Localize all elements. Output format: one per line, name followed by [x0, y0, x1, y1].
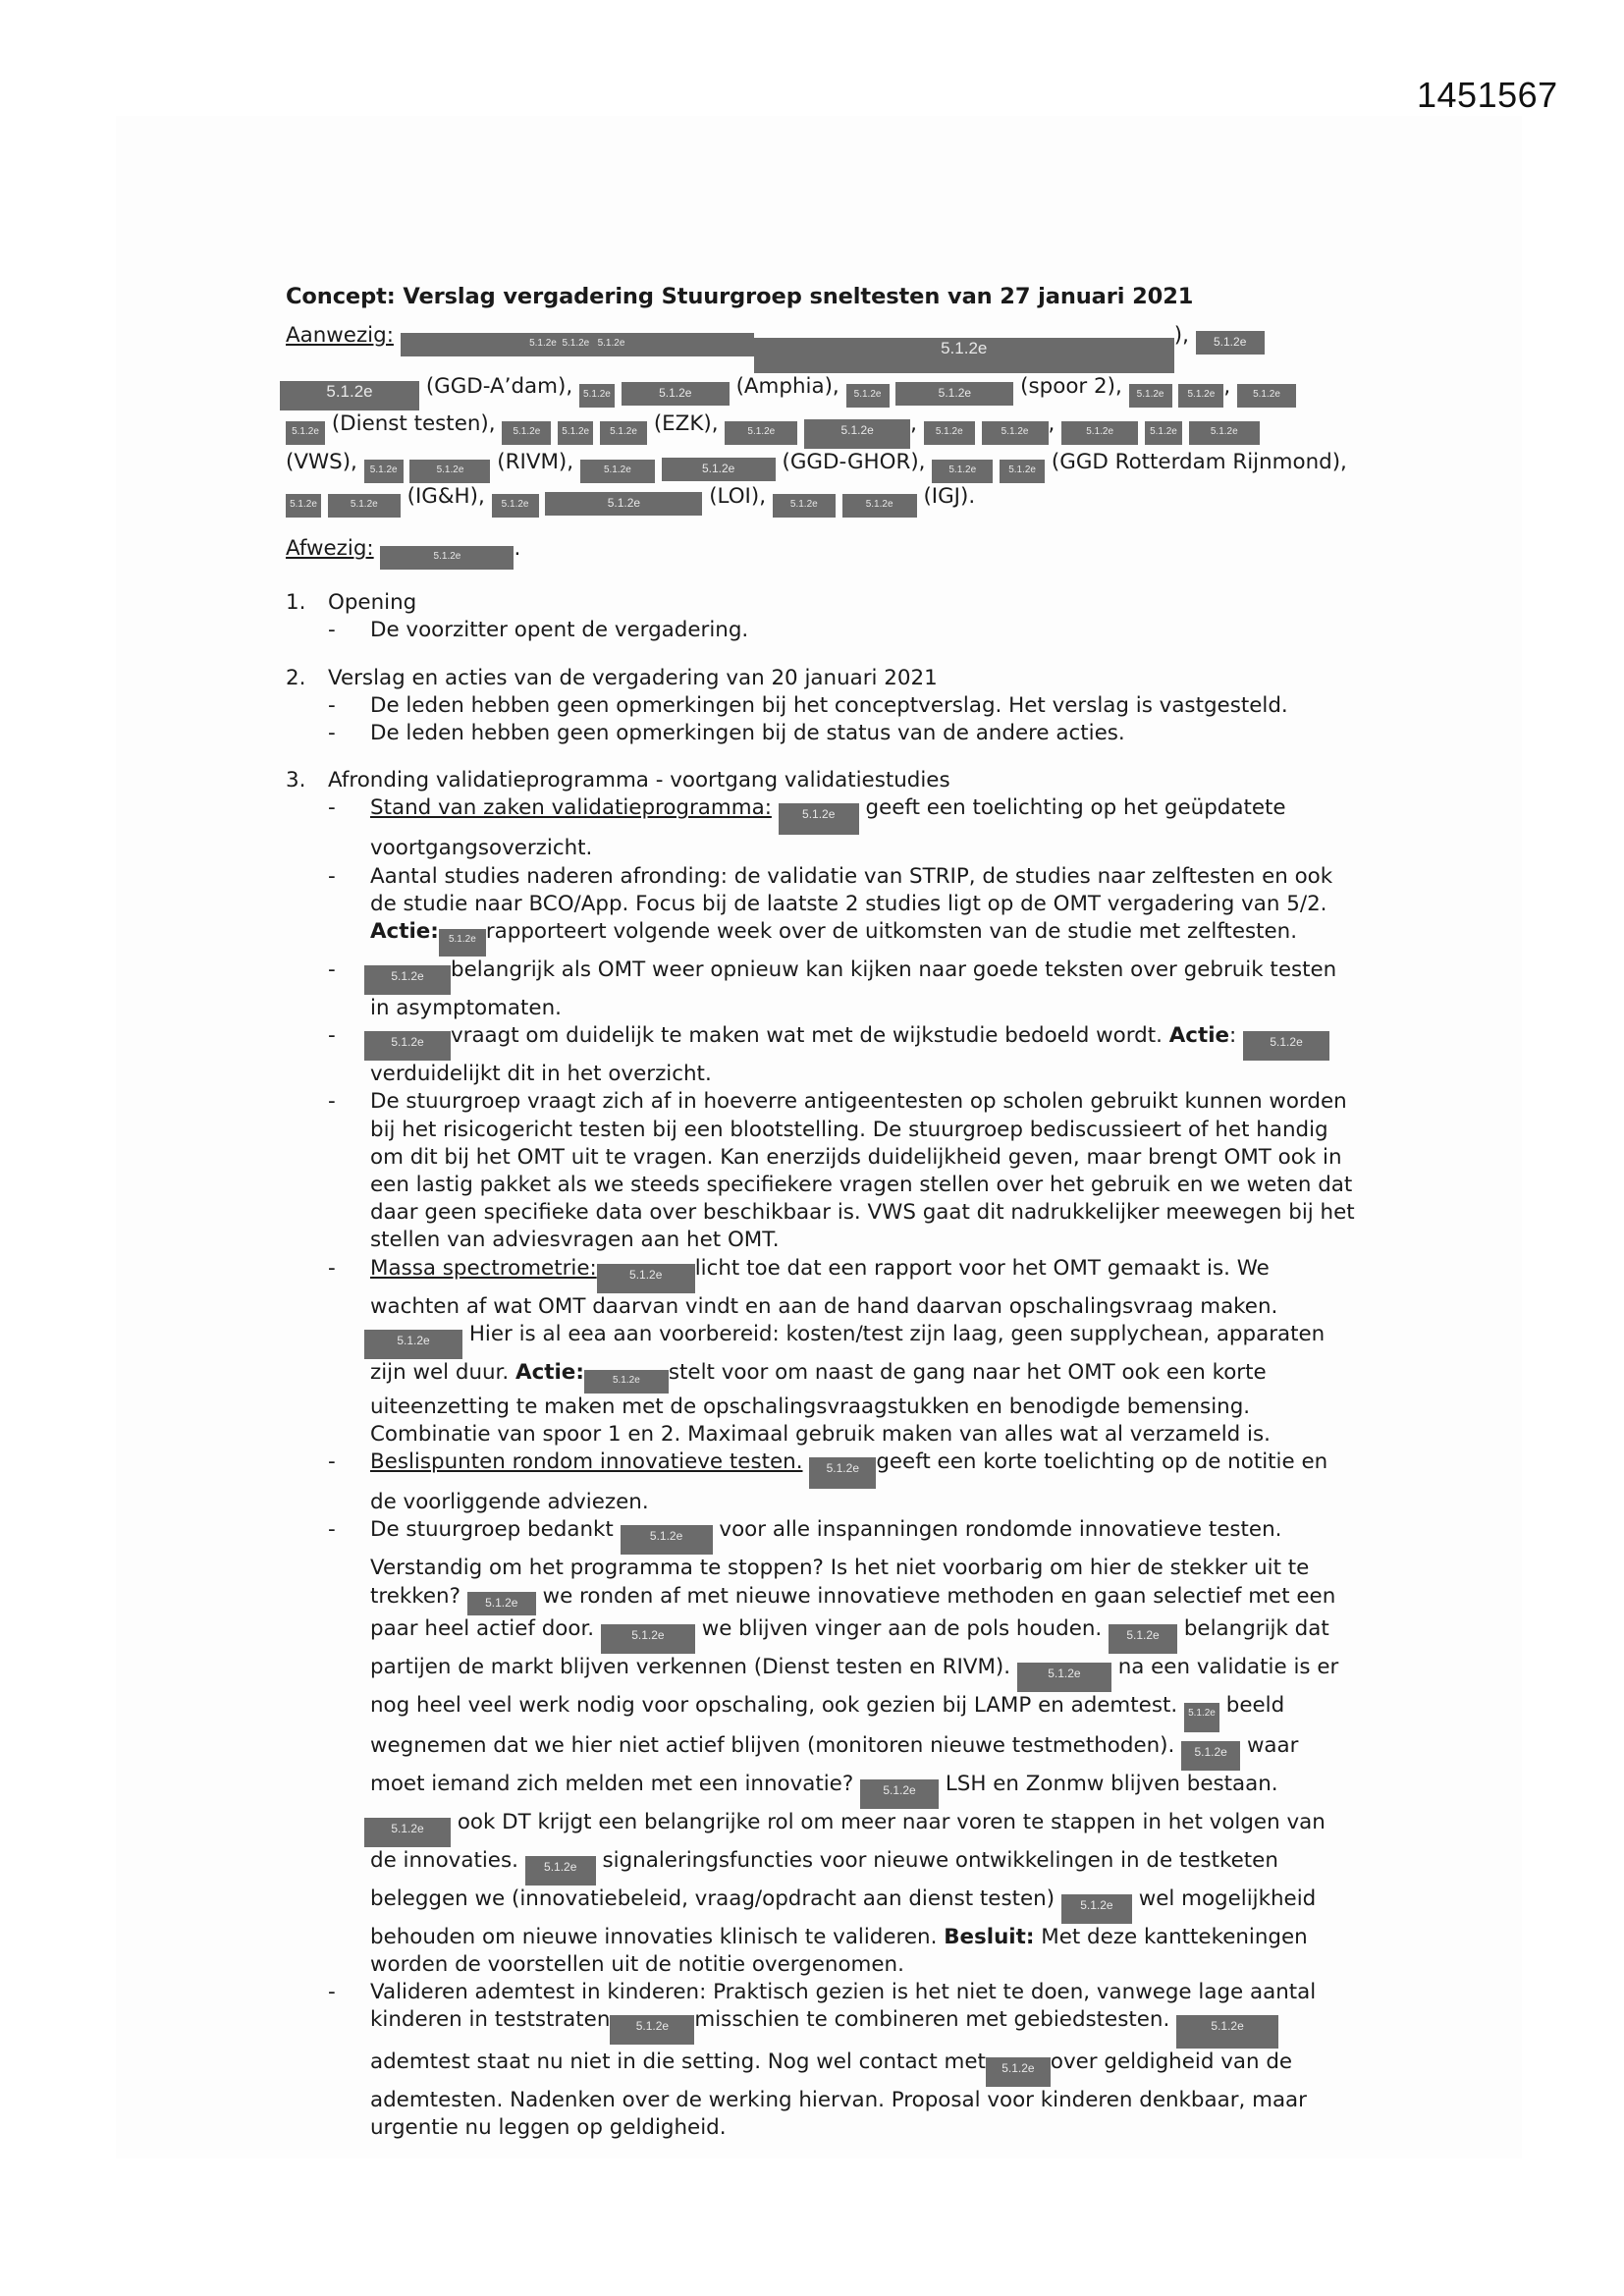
redaction-box: 5.1.2e — [804, 419, 910, 449]
redaction-box: 5.1.2e — [364, 965, 451, 995]
redaction-box: 5.1.2e — [545, 492, 702, 516]
redaction-box: 5.1.2e — [492, 494, 539, 518]
redaction-box: 5.1.2e — [467, 1592, 536, 1615]
meeting-minutes — [286, 283, 1356, 2143]
redaction-box: 5.1.2e — [754, 338, 1174, 373]
agenda-item-2: 2. Verslag en acties van de vergadering van 20 januari 2021 — [286, 665, 1356, 692]
redaction-box: 5.1.2e — [286, 421, 325, 445]
redaction-box: 5.1.2e — [1181, 1741, 1240, 1771]
redaction-box: 5.1.2e — [846, 384, 890, 408]
redaction-box: 5.1.2e — [600, 421, 647, 445]
redaction-box: 5.1.2e — [579, 384, 615, 408]
agenda-heading: Afronding validatieprogramma - voortgang validatiestudies — [328, 768, 950, 793]
redaction-box: 5.1.2e — [809, 1457, 876, 1489]
redaction-box: 5.1.2e — [286, 494, 321, 518]
redaction-box: 5.1.2e — [558, 421, 593, 445]
attendees-present: Aanwezig: 5.1.2e 5.1.2e 5.1.2e 5.1.2e), 5.1.2e 5.1.2e (GGD-A’dam), 5.1.2e 5.1.2e (Amphia), 5.1.2e 5.1.2e (spoor 2), 5.1.2e 5.1.2e , 5.1.2e 5.1.2e (Dienst testen), 5.1.2e 5.1.2e 5.1.2e (EZK), 5.1.2e 5.1.2e , 5.1.2e 5.1.2e , 5.1.2e 5.1.2e 5.1.2e (VWS), 5.1.2e 5.1.2e (RIVM), 5.1.2e 5.1.2e (GGD-GHOR), 5.1.2e 5.1.2e (GGD Rotterdam Rijnmond), 5.1.2e 5.1.2e (IG&H), 5.1.2e 5.1.2e (LOI), 5.1.2e 5.1.2e (IGJ). — [286, 322, 1356, 518]
page-title: Concept: Verslag vergadering Stuurgroep sneltesten van 27 januari 2021 — [286, 284, 1194, 309]
redaction-box: 5.1.2e — [842, 494, 917, 518]
list-item: - De leden hebben geen opmerkingen bij het conceptverslag. Het verslag is vastgesteld. — [328, 692, 1288, 718]
redaction-box: 5.1.2e — [725, 421, 797, 445]
redaction-box: 5.1.2e — [409, 460, 490, 483]
redaction-box: 5.1.2e — [610, 2015, 694, 2045]
list-item: - De leden hebben geen opmerkingen bij de status van de andere acties. — [328, 721, 1125, 746]
redaction-box: 5.1.2e — [1017, 1663, 1111, 1692]
redaction-box: 5.1.2e — [982, 421, 1049, 445]
redaction-box: 5.1.2e — [1178, 384, 1223, 408]
redaction-box: 5.1.2e — [1000, 460, 1045, 483]
redaction-box: 5.1.2e — [1237, 384, 1296, 408]
redaction-box: 5.1.2e — [364, 460, 404, 483]
list-item: - Valideren ademtest in kinderen: Praktisch gezien is het niet te doen, vanwege lage aantal kinderen in teststraten 5.1.2e misschien te combineren met gebiedstesten. 5.1.2e ademtest staat nu niet in die setting. Nog wel contact met 5.1.2e over geldigheid van de ademtesten. Nadenken over de werking hiervan. Proposal voor kinderen denkbaar, maar urgentie nu leggen op geldigheid. — [328, 1980, 1317, 2141]
agenda-item-3: 3. Afronding validatieprogramma - voortgang validatiestudies — [286, 767, 1356, 794]
redaction-box: 5.1.2e — [860, 1779, 939, 1809]
redaction-box: 5.1.2e — [662, 458, 776, 481]
redaction-box: 5.1.2e — [1109, 1624, 1177, 1654]
document-number: 1451567 — [1417, 75, 1558, 115]
redaction-box: 5.1.2e — [502, 421, 551, 445]
agenda-heading: Opening — [328, 590, 417, 616]
redaction-box: 5.1.2e — [1189, 421, 1260, 445]
redaction-box: 5.1.2e — [584, 1370, 669, 1394]
redaction-box: 5.1.2e — [895, 382, 1013, 406]
redaction-box: 5.1.2e — [932, 460, 993, 483]
redaction-box: 5.1.2e — [986, 2057, 1051, 2087]
list-item: - Aantal studies naderen afronding: de validatie van STRIP, de studies naar zelftesten en ook de studie naar BCO/App. Focus bij de laatste 2 studies ligt op de OMT vergadering van 5/2. Actie: 5.1.2e rapporteert volgende week over de uitkomsten van de studie met zelftesten. — [328, 863, 1356, 957]
list-item: - Stand van zaken validatieprogramma: 5.1.2e geeft een toelichting op het geüpdatete voortgangsoverzicht. — [328, 795, 1286, 861]
agenda-heading: Verslag en acties van de vergadering van 20 januari 2021 — [328, 665, 938, 690]
list-item: - 5.1.2e vraagt om duidelijk te maken wat met de wijkstudie bedoeld wordt. Actie: 5.1.2e verduidelijkt dit in het overzicht. — [328, 1022, 1356, 1088]
list-item: - Beslispunten rondom innovatieve testen. 5.1.2e geeft een korte toelichting op de notitie en de voorliggende adviezen. — [328, 1449, 1328, 1515]
redaction-box: 5.1.2e — [364, 1818, 451, 1847]
redaction-box: 5.1.2e — [364, 1330, 462, 1359]
redaction-box: 5.1.2e — [380, 546, 514, 570]
redaction-box: 5.1.2e — [924, 421, 975, 445]
redaction-box: 5.1.2e — [1176, 2015, 1278, 2049]
redaction-box: 5.1.2e — [601, 1624, 695, 1654]
list-item: - De voorzitter opent de vergadering. — [328, 618, 749, 643]
redaction-box: 5.1.2e — [622, 382, 730, 406]
redaction-box: 5.1.2e 5.1.2e 5.1.2e — [401, 333, 754, 356]
redaction-box: 5.1.2e — [597, 1264, 695, 1293]
redaction-box: 5.1.2e — [364, 1031, 451, 1061]
list-item: - 5.1.2e belangrijk als OMT weer opnieuw kan kijken naar goede teksten over gebruik testen in asymptomaten. — [328, 957, 1337, 1021]
attendees-absent: Afwezig: 5.1.2e . — [286, 535, 1356, 570]
list-item: - Massa spectrometrie: 5.1.2e licht toe dat een rapport voor het OMT gemaakt is. We wachten af wat OMT daarvan vindt en aan de hand daarvan opschalingsvraag maken. 5.1.2e Hier is al eea aan voorbereid: kosten/test zijn laag, geen supplychean, apparaten zijn wel duur. Actie: 5.1.2e stelt voor om naast de gang naar het OMT ook een korte uiteenzetting te maken met de opschalingsvraagstukken en benodigde bemensing. Combinatie van spoor 1 en 2. Maximaal gebruik maken van alles wat al verzameld is. — [328, 1255, 1326, 1448]
list-item: - De stuurgroep bedankt 5.1.2e voor alle inspanningen rondomde innovatieve testen. Verstandig om het programma te stoppen? Is het niet voorbarig om hier de stekker uit te trekken? 5.1.2e we ronden af met nieuwe innovatieve methoden en gaan selectief met een paar heel actief door. 5.1.2e we blijven vinger aan de pols houden. 5.1.2e belangrijk dat partijen de markt blijven verkennen (Dienst testen en RIVM). 5.1.2e na een validatie is er nog heel veel werk nodig voor opschaling, ook gezien bij LAMP en ademtest. 5.1.2e beeld wegnemen dat we hier niet actief blijven (monitoren nieuwe testmethoden). 5.1.2e waar moet iemand zich melden met een innovatie? 5.1.2e LSH en Zonmw blijven bestaan. 5.1.2e ook DT krijgt een belangrijke rol om meer naar voren te stappen in het volgen van de innovaties. 5.1.2e signaleringsfuncties voor nieuwe ontwikkelingen in de testketen beleggen we (innovatiebeleid, vraag/opdracht aan dienst testen) 5.1.2e wel mogelijkheid behouden om nieuwe innovaties klinisch te valideren. Besluit: Met deze kanttekeningen worden de voorstellen uit de notitie overgenomen. — [328, 1517, 1339, 1977]
redaction-box: 5.1.2e — [525, 1856, 596, 1886]
redaction-box: 5.1.2e — [328, 494, 401, 518]
redaction-box: 5.1.2e — [779, 803, 859, 835]
list-item: - De stuurgroep vraagt zich af in hoeverre antigeentesten op scholen gebruikt kunnen worden bij het risicogericht testen bij een blootstelling. De stuurgroep bediscussieert of het handig om dit bij het OMT uit te vragen. Kan enerzijds duidelijkheid geven, maar brengt OMT ook in een lastig pakket als we steeds specifiekere vragen stellen over het gebruik en we weten dat daar geen specifieke data over beschikbaar is. VWS gaat dit nadrukkelijker meewegen bij het stellen van adviesvragen aan het OMT. — [328, 1089, 1355, 1253]
redaction-box: 5.1.2e — [1061, 1894, 1132, 1924]
redaction-box: 5.1.2e — [280, 381, 419, 410]
redaction-box: 5.1.2e — [1243, 1031, 1329, 1061]
redaction-box: 5.1.2e — [439, 929, 486, 957]
redaction-box: 5.1.2e — [621, 1525, 713, 1555]
redaction-box: 5.1.2e — [1145, 421, 1182, 445]
redaction-box: 5.1.2e — [1196, 331, 1265, 355]
absent-label: Afwezig: — [286, 536, 374, 562]
redaction-box: 5.1.2e — [773, 494, 836, 518]
agenda-item-1: 1. Opening — [286, 589, 1356, 617]
redaction-box: 5.1.2e — [1061, 421, 1138, 445]
redaction-box: 5.1.2e — [580, 460, 655, 483]
redaction-box: 5.1.2e — [1129, 384, 1172, 408]
redaction-box: 5.1.2e — [1184, 1703, 1219, 1732]
present-label: Aanwezig: — [286, 323, 394, 349]
